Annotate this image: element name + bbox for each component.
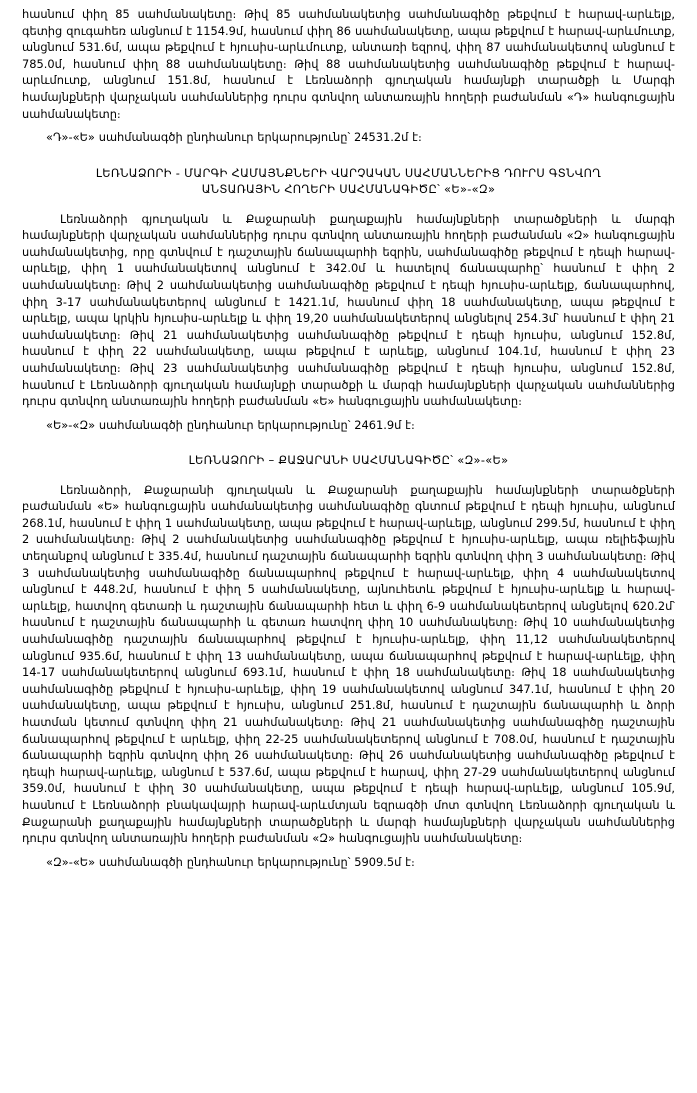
spacer: [22, 469, 675, 482]
section-heading-lernadzor-margi: [22, 165, 675, 198]
paragraph-total-length-ze: «Զ»-«Ե» սահմանագծի ընդհանուր երկարությունը՝ 5909.5մ է։: [46, 854, 415, 869]
spacer: [22, 410, 675, 417]
paragraph-section-1-body: Լեռնաձորի գյուղական և Քաջարանի քաղաքային համայնքների տարածքների և մարգի համայնքների վարչական սահմաններից դուրս գտնվող անտառային հողերի բաժանման «Զ» հանգուցային սահմանակետից, որը գտնվում է դաշտային ճանապարհի եզրին, սահմանագիծը թեքվում է դեպի հարավ-արևելք, փիղ 1 սահմանակետով անցնում է 342.0մ և հատելով ճանապարհը՝ հասնում է փիղ 2 սահմանակետը։ Թիվ 2 սահմանակետից սահմանագիծը թեքվում է դեպի հյուսիս-արևելք, ճանապարհով, փիղ 3-17 սահմանակետերով անցնում է 1421.1մ, հասնում փիղ 18 սահմանակետը, ապա թեքվում է արևելք, ապա կրկին հյուսիս-արևելք և փիղ 19,20 սահմանակետերով անցնելով 254.3մ՝ հասնում է փիղ 21 սահմանակետը։ Թիվ 21 սահմանակետից սահմանագիծը թեքվում է դեպի հյուսիս, անցնում 152.8մ, հասնում է փիղ 22 սահմանակետը, ապա թեքվում է արևելք, անցնում 104.1մ, հասնում է փիղ 23 սահմանակետը։ Թիվ 23 սահմանակետից սահմանագիծը թեքվում է դեպի հյուսիս, անցնում 152.8մ, հասնում է Լեռնաձորի գյուղական համայնքի տարածքի և մարգի համայնքների վարչական սահմաններից դուրս գտնվող անտառային հողերի բաժանման «Ե» հանգուցային սահմանակետը։: [22, 211, 675, 409]
heading-line-2: ԱՆՏԱՌԱՅԻՆ ՀՈՂԵՐԻ ՍԱՀՄԱՆԱԳԻԾԸ՝ «Ե»-«Զ»: [201, 182, 496, 197]
section-heading-lernadzor-kajaran: [22, 452, 675, 468]
spacer: [22, 847, 675, 854]
spacer: [22, 198, 675, 211]
heading-line-1: ԼԵՌՆԱՁՈՐԻ – ՔԱՋԱՐԱՆԻ ՍԱՀՄԱՆԱԳԻԾԸ՝ «Զ»-«Ե»: [188, 453, 509, 468]
paragraph-continuation: հասնում փիղ 85 սահմանակետը։ Թիվ 85 սահմանակետից սահմանագիծը թեքվում է հարավ-արևելք, գետից զուգահեռ անցնում է 1154.9մ, հասնում փիղ 86 սահմանակետը, ապա թեքվում է հարավ-արևմուտք, անցնում 531.6մ, ապա թեքվում է հյուսիս-արևմուտք, անտառի եզրով, փիղ 87 սահմանակետով անցնում է 785.0մ, հասնում փիղ 88 սահմանակետը։ Թիվ 88 սահմանակետից սահմանագիծը թեքվում է հարավ-արևմուտք, անցնում 151.8մ, հասնում է Լեռնաձորի գյուղական համայնքի տարածքի և Մարգի համայնքների վարչական սահմաններից դուրս գտնվող անտառային հողերի բաժանման «Դ» հանգուցային սահմանակետը։: [22, 7, 675, 121]
spacer: [22, 122, 675, 129]
paragraph-total-length-ez: «Ե»-«Զ» սահմանագծի ընդհանուր երկարությունը՝ 2461.9մ է։: [46, 417, 415, 432]
paragraph-total-length-de: «Դ»-«Ե» սահմանագծի ընդհանուր երկարությունը՝ 24531.2մ է։: [46, 130, 422, 145]
spacer: [22, 433, 675, 452]
spacer: [22, 146, 675, 165]
heading-line-1: ԼԵՌՆԱՁՈՐԻ - ՄԱՐԳԻ ՀԱՄԱՅՆՔՆԵՐԻ ՎԱՐՉԱԿԱՆ ՍԱՀՄԱՆՆԵՐԻՑ ԴՈՒՐՍ ԳՏՆՎՈՂ: [95, 165, 602, 180]
paragraph-section-2-body: Լեռնաձորի, Քաջարանի գյուղական և Քաջարանի քաղաքային համայնքների տարածքների բաժանման «Ե» հանգուցային սահմանակետից սահմանագիծը գնտում թեքվում է դեպի հյուսիս, անցնում 268.1մ, հասնում է փիղ 1 սահմանակետը, ապա թեքվում է հարավ-արևելք, անցնում 299.5մ, հասնում է փիղ 2 սահմանակետը։ Թիվ 2 սահմանակետից սահմանագիծը թեքվում է հյուսիս-արևելք, ապա ռելիեֆային տեղանքով անցնում է 335.4մ, հասնում դաշտային ճանապարհի եզրին գտնվող փիղ 3 սահմանակետը։ Թիվ 3 սահմանակետից սահմանագիծը ճանապարհով թեքվում է հարավ-արևելք, փիղ 4 սահմանակետով անցնում է 448.2մ, հասնում է փիղ 5 սահմանակետը, այնուհետև թեքվում է հյուսիս-արևելք և հարավ-արևելք, հատվող գետառի և դաշտային ճանապարհի հետ և փիղ 6-9 սահմանակետերով անցնելով 620.2մ՝ հասնում է դաշտային ճանապարհի և գետառ հատվող փիղ 10 սահմանակետը։ Թիվ 10 սահմանակետից սահմանագիծը դաշտային ճանապարհով թեքվում է հյուսիս-արևելք, փիղ 11,12 սահմանակետերով անցնում 935.6մ, հասնում է փիղ 13 սահմանակետը, ապա ճանապարհով թեքվում է հարավ-արևելք, փիղ 14-17 սահմանակետերով անցնում 693.1մ, հասնում է փիղ 18 սահմանակետը։ Թիվ 18 սահմանակետից սահմանագիծը թեքվում է հյուսիս-արևելք, փիղ 19 սահմանակետով անցնում 347.1մ, հասնում է փիղ 20 սահմանակետը, ապա թեքվում է հյուսիս, անցնում 251.8մ, հասնում է դաշտային ճանապարհի և ձորի հատման կետում գտնվող փիղ 21 սահմանակետը։ Թիվ 21 սահմանակետից սահմանագիծը դաշտային ճանապարհով թեքվում է արևելք, փիղ 22-25 սահմանակետերով անցնում է 708.0մ, հասնում է դաշտային ճանապարհի եզրին գտնվող փիղ 26 սահմանակետը։ Թիվ 26 սահմանակետից սահմանագիծը թեքվում է դեպի հարավ-արևելք, անցնում է 537.6մ, ապա թեքվում է հարավ, փիղ 27-29 սահմանակետերով անցնում 359.0մ, հասնում է փիղ 30 սահմանակետը, ապա թեքվում է դեպի հարավ-արևելք, անցնում 105.9մ, հասնում է Լեռնաձորի բնակավայրի հարավ-արևմտյան եզրագծի մոտ գտնվող Լեռնաձորի գյուղական և Քաջարանի քաղաքային համայնքների տարածքների և մարգի համայնքների վարչական սահմաններից դուրս գտնվող անտառային հողերի բաժանման «Զ» հանգուցային սահմանակետը։: [22, 482, 675, 846]
